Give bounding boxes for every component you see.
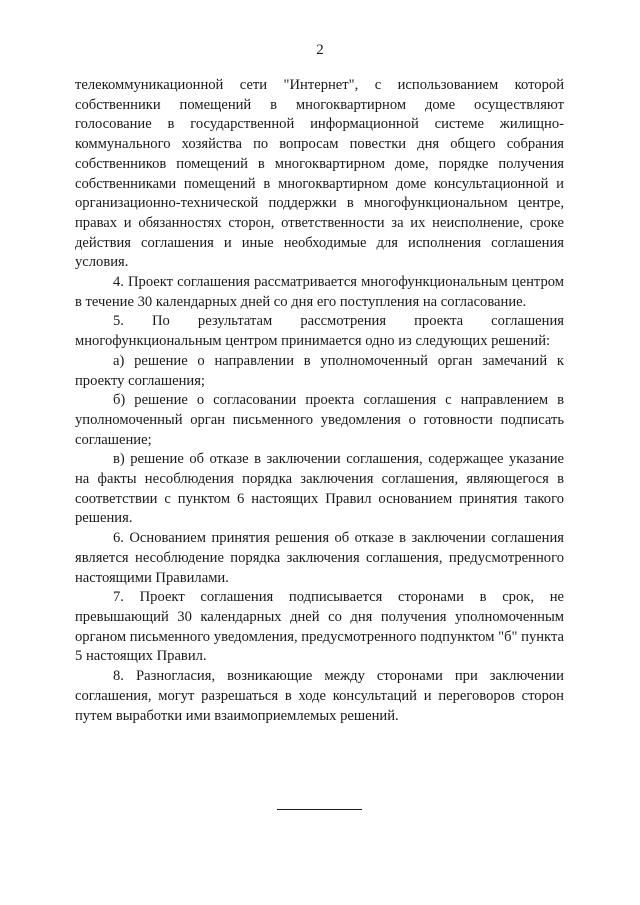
paragraph-item-7: 7. Проект соглашения подписывается сторонами в срок, не превышающий 30 календарных дней со дня получения уполномоченным органом письменного уведомления, предусмотренного подпунктом "б" пункта 5 настоящих Правил. [75, 589, 564, 665]
paragraph-item-5c: в) решение об отказе в заключении соглашения, содержащее указание на факты несоблюдения порядка заключения соглашения, являющегося в соответствии с пунктом 6 настоящих Правил основанием принятия такого решения. [75, 451, 564, 527]
paragraph-continuation: телекоммуникационной сети "Интернет", с использованием которой собственники помещений в многоквартирном доме осуществляют голосование в государственной информационной системе жилищно-коммунального хозяйства по вопросам повестки дня общего собрания собственников помещений в многоквартирном доме, порядке получения собственниками помещений в многоквартирном доме консультационной и организационно-технической поддержки в многофункциональном центре, правах и обязанностях сторон, ответственности за их неисполнение, сроке действия соглашения и иные необходимые для исполнения соглашения условия. [75, 77, 564, 271]
paragraph-item-5a: а) решение о направлении в уполномоченный орган замечаний к проекту соглашения; [75, 352, 564, 389]
paragraph-item-5b: б) решение о согласовании проекта соглашения с направлением в уполномоченный орган письменного уведомления о готовности подписать соглашение; [75, 392, 564, 448]
paragraph-item-8: 8. Разногласия, возникающие между сторонами при заключении соглашения, могут разрешаться в ходе консультаций и переговоров сторон путем выработки ими взаимоприемлемых решений. [75, 668, 564, 724]
paragraph-item-4: 4. Проект соглашения рассматривается многофункциональным центром в течение 30 календарных дней со дня его поступления на согласование. [75, 274, 564, 310]
page-number: 2 [316, 42, 324, 58]
document-body [75, 76, 564, 726]
paragraph-item-5: 5. По результатам рассмотрения проекта соглашения многофункциональным центром принимается одно из следующих решений: [75, 313, 564, 350]
paragraph-item-6: 6. Основанием принятия решения об отказе в заключении соглашения является несоблюдение порядка заключения соглашения, предусмотренного настоящими Правилами. [75, 530, 564, 586]
footer-divider [277, 809, 362, 810]
